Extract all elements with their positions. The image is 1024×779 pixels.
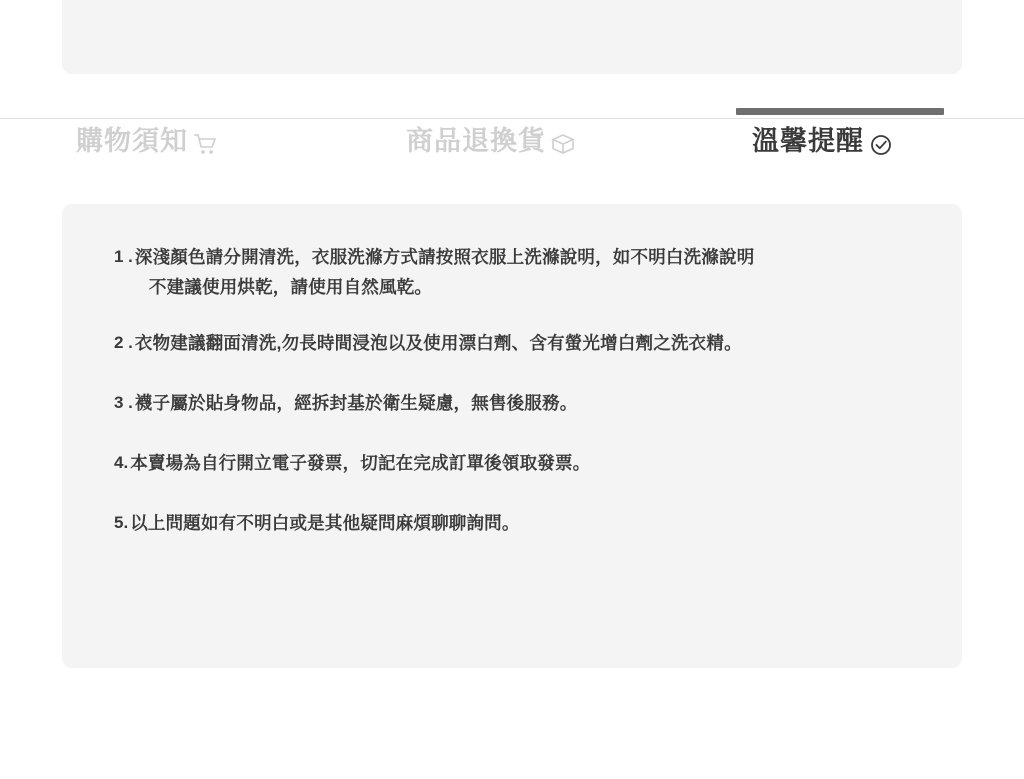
note-number: 1 . — [114, 247, 133, 266]
warm-reminder-card — [62, 204, 962, 668]
tab-warm-reminder[interactable] — [752, 128, 894, 155]
list-item — [114, 388, 924, 418]
list-item — [114, 242, 924, 302]
tab-warm-reminder-label: 溫馨提醒 — [752, 126, 864, 156]
note-text: 本賣場為自行開立電子發票，切記在完成訂單後領取發票。 — [130, 453, 591, 473]
note-number: 2 . — [114, 333, 133, 352]
tab-bar — [62, 100, 962, 182]
notes-list — [114, 242, 924, 538]
package-box-icon — [550, 131, 576, 157]
list-item — [114, 448, 924, 478]
tab-shopping-notice[interactable] — [76, 128, 218, 155]
list-item — [114, 328, 924, 358]
check-circle-icon — [868, 131, 894, 157]
note-number: 3 . — [114, 393, 133, 412]
note-line-2: 不建議使用烘乾，請使用自然風乾。 — [148, 277, 433, 297]
tab-returns-exchanges-label: 商品退換貨 — [406, 126, 546, 156]
active-tab-underline — [736, 108, 944, 115]
note-number: 5. — [114, 513, 129, 532]
top-panel-partial — [62, 0, 962, 74]
note-line-1: 深淺顏色請分開清洗，衣服洗滌方式請按照衣服上洗滌說明，如不明白洗滌說明 — [134, 247, 755, 267]
shopping-cart-icon — [192, 131, 218, 157]
note-number: 4. — [114, 453, 129, 472]
note-text: 衣物建議翻面清洗,勿長時間浸泡以及使用漂白劑、含有螢光增白劑之洗衣精。 — [134, 333, 742, 353]
tab-returns-exchanges[interactable] — [406, 128, 576, 155]
note-text: 襪子屬於貼身物品，經拆封基於衛生疑慮，無售後服務。 — [134, 393, 578, 413]
tab-shopping-notice-label: 購物須知 — [76, 126, 188, 156]
note-text: 以上問題如有不明白或是其他疑問麻煩聊聊詢問。 — [130, 513, 520, 533]
list-item — [114, 508, 924, 538]
note-text — [135, 242, 924, 302]
